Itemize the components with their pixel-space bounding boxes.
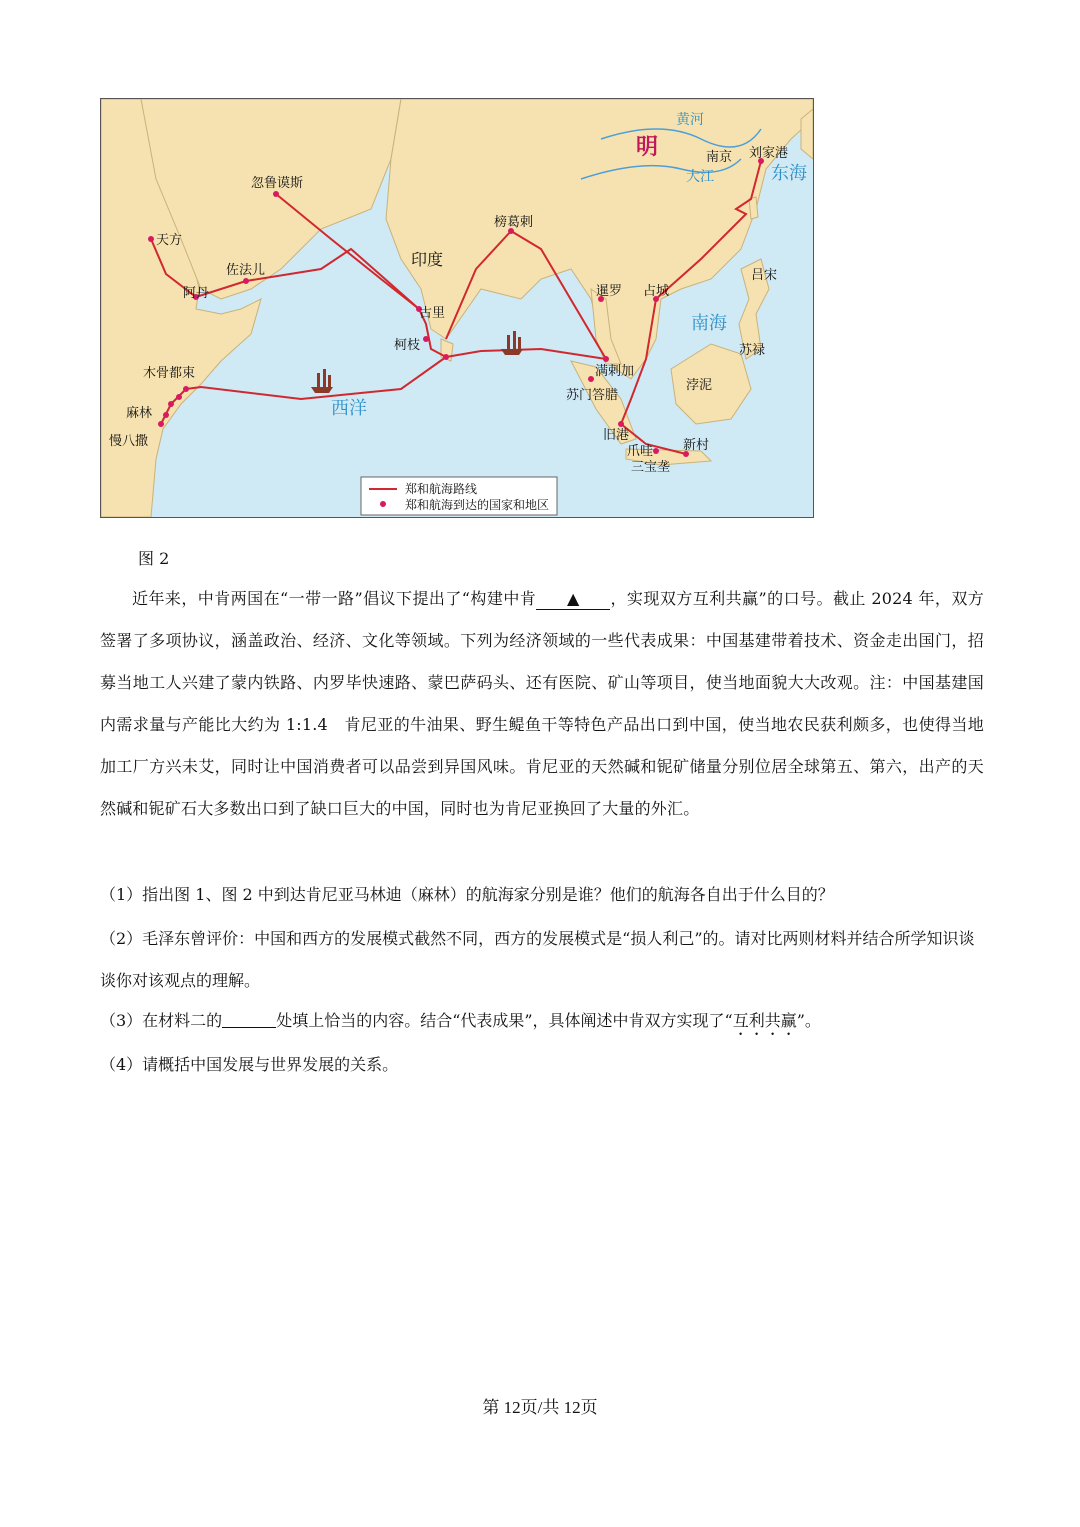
dot-samudra	[588, 376, 594, 382]
label-luzon: 吕宋	[751, 268, 778, 283]
dot-malacca	[603, 356, 609, 362]
label-xincun: 新村	[683, 438, 710, 453]
map-legend	[361, 477, 557, 515]
dot-mogadishu-2	[176, 394, 182, 400]
label-zufaer: 佐法儿	[226, 263, 266, 278]
label-sanbaolong: 三宝垄	[631, 460, 671, 475]
label-south-sea: 南海	[691, 313, 727, 334]
dot-kezhi	[423, 336, 429, 342]
question-3-text-b: 处填上恰当的内容。结合“代表成果”，具体阐述中肯双方实现了“	[276, 1011, 733, 1030]
dot-palembang	[618, 421, 624, 427]
dot-malindi-2	[163, 412, 169, 418]
dot-mogadishu	[183, 386, 189, 392]
legend-places: 郑和航海到达的国家和地区	[405, 498, 550, 512]
label-boni: 浡泥	[686, 378, 713, 393]
legend-place-dot	[380, 501, 386, 507]
label-malacca: 满剌加	[595, 364, 635, 379]
dot-hormuz	[273, 191, 279, 197]
label-samudra: 苏门答腊	[566, 388, 619, 403]
label-east-sea: 东海	[771, 163, 807, 184]
question-3-text-c: ”。	[796, 1011, 821, 1030]
question-3-text-a: （3）在材料二的	[100, 1011, 223, 1030]
label-java: 爪哇	[627, 444, 654, 459]
dot-manbasa	[158, 421, 164, 427]
question-2: （2）毛泽东曾评价：中国和西方的发展模式截然不同，西方的发展模式是“损人利己”的。请对比两则材料并结合所学知识谈谈你对该观点的理解。	[100, 929, 975, 990]
question-3	[100, 1000, 984, 1042]
label-bengal: 榜葛剌	[494, 215, 534, 230]
label-tianfang: 天方	[156, 233, 183, 248]
label-siam: 暹罗	[596, 284, 623, 299]
page-footer: 第 12页/共 12页	[482, 1398, 598, 1417]
material-text-b: ，实现双方互利共赢”的口号。截止 2024 年，双方签署了多项协议，涵盖政治、经济、文化等领域。下列为经济领域的一些代表成果：中国基建带着技术、资金走出国门，招募当地工人兴建了蒙内铁路、内罗毕快速路、蒙巴萨码头、还有医院、矿山等项目，使当地面貌大大改观。注：中国基建国内需求量与产能比大约为 1:1.4 肯尼亚的牛油果、野生鳀鱼干等特色产品出口到中国，使当地农民获利颇多，也使得当地加工厂方兴未艾，同时让中国消费者可以品尝到异国风味。肯尼亚的天然碱和铌矿储量分别位居全球第五、第六，出产的天然碱和铌矿石大多数出口到了缺口巨大的中国，同时也为肯尼亚换回了大量的外汇。	[100, 589, 984, 818]
map-svg	[101, 99, 813, 517]
dot-malindi	[168, 401, 174, 407]
label-mogadishu: 木骨都束	[143, 366, 196, 381]
label-aden: 阿丹	[183, 286, 210, 301]
zheng-he-voyage-map	[100, 98, 814, 518]
label-zhancheng: 占城	[643, 284, 670, 299]
legend-route: 郑和航海路线	[405, 482, 478, 496]
material-paragraph	[100, 578, 984, 830]
dot-sri-lanka	[443, 354, 449, 360]
label-nanjing: 南京	[706, 150, 733, 165]
dot-java	[653, 448, 659, 454]
label-yangtze: 大江	[686, 169, 714, 185]
question-3-blank	[222, 1009, 276, 1028]
label-yellow-river: 黄河	[676, 112, 704, 128]
dot-zufaer	[243, 278, 249, 284]
question-4: （4）请概括中国发展与世界发展的关系。	[100, 1055, 399, 1074]
label-hormuz: 忽鲁谟斯	[251, 176, 304, 191]
label-malindi: 麻林	[126, 406, 153, 421]
label-sulu: 苏禄	[739, 343, 766, 358]
label-manbasa: 慢八撒	[109, 434, 149, 449]
dot-tianfang	[148, 236, 154, 242]
figure-caption: 图 2	[138, 549, 170, 568]
question-1: （1）指出图 1、图 2 中到达肯尼亚马林迪（麻林）的航海家分别是谁？他们的航海各自出于什么目的？	[100, 885, 834, 904]
label-guli: 古里	[419, 306, 446, 321]
label-india: 印度	[411, 250, 444, 269]
label-western-ocean: 西洋	[331, 398, 367, 419]
label-liujiagang: 刘家港	[749, 146, 789, 161]
label-palembang: 旧港	[603, 428, 630, 443]
map-title: 明	[636, 135, 659, 160]
question-3-emphasis: 互利共赢	[732, 1011, 797, 1030]
material-text-a: 近年来，中肯两国在“一带一路”倡议下提出了“构建中肯	[132, 589, 537, 608]
answer-blank: ▲	[536, 589, 610, 610]
label-kezhi: 柯枝	[394, 338, 421, 353]
